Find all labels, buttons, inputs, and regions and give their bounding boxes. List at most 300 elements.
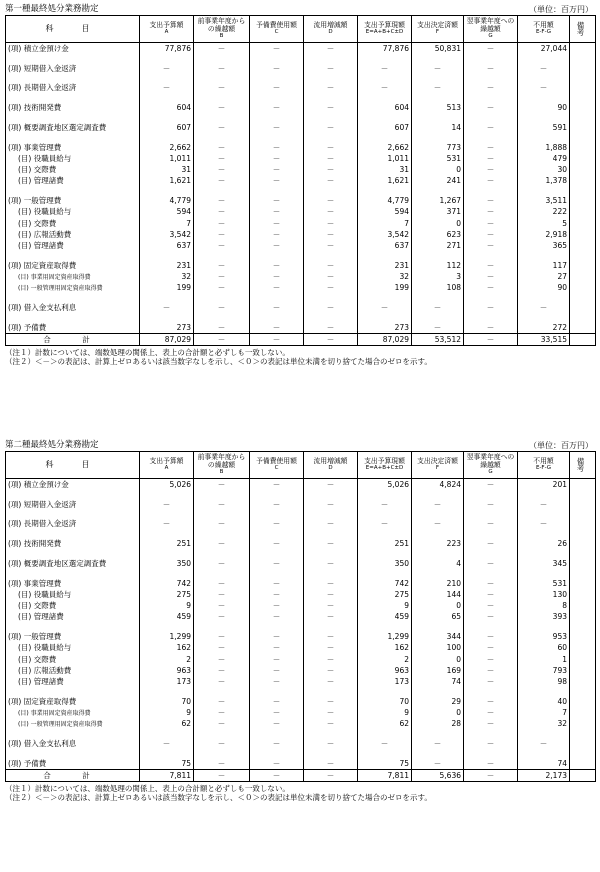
value-cell: － xyxy=(194,63,250,74)
row-label: (目) 広報活動費 xyxy=(18,229,72,239)
total-value: 5,636 xyxy=(412,769,464,781)
spacer-cell xyxy=(518,530,570,539)
spacer-cell xyxy=(464,510,518,519)
column-header-label: 前事業年度からの繰越額 xyxy=(197,453,246,469)
spacer-cell xyxy=(570,251,596,260)
remarks-cell xyxy=(570,600,596,611)
total-value: － xyxy=(194,333,250,345)
spacer-cell xyxy=(6,569,140,578)
row-label-cell xyxy=(6,217,140,228)
spacer-row xyxy=(6,687,596,696)
remarks-cell xyxy=(570,738,596,749)
value-cell: － xyxy=(250,164,304,175)
table-row xyxy=(6,153,596,164)
spacer-cell xyxy=(412,622,464,631)
value-cell: 1,267 xyxy=(412,195,464,206)
table-row xyxy=(6,82,596,93)
value-cell: － xyxy=(464,558,518,569)
spacer-cell xyxy=(194,54,250,63)
value-cell: － xyxy=(194,707,250,718)
spacer-cell xyxy=(140,74,194,83)
spacer-row xyxy=(6,133,596,142)
value-cell: － xyxy=(194,302,250,313)
row-label: (項) 借入金支払利息 xyxy=(8,738,77,748)
spacer-cell xyxy=(194,94,250,103)
row-label-cell xyxy=(6,142,140,153)
value-cell: 74 xyxy=(518,758,570,770)
spacer-cell xyxy=(140,113,194,122)
row-label-cell xyxy=(6,195,140,206)
value-cell: － xyxy=(194,758,250,770)
table-row xyxy=(6,63,596,74)
value-cell: 4,824 xyxy=(412,479,464,491)
column-header-formula: F xyxy=(435,465,440,472)
table-row xyxy=(6,600,596,611)
remarks-cell xyxy=(570,479,596,491)
spacer-cell xyxy=(518,133,570,142)
value-cell: － xyxy=(464,240,518,251)
spacer-cell xyxy=(304,94,358,103)
spacer-cell xyxy=(412,133,464,142)
value-cell: － xyxy=(194,558,250,569)
remarks-cell xyxy=(570,758,596,770)
remarks-cell xyxy=(570,631,596,642)
value-cell: － xyxy=(464,175,518,186)
value-cell: 144 xyxy=(412,589,464,600)
spacer-cell xyxy=(570,293,596,302)
value-cell: － xyxy=(464,758,518,770)
value-cell: － xyxy=(250,122,304,133)
spacer-cell xyxy=(140,186,194,195)
value-cell: 271 xyxy=(412,240,464,251)
value-cell: 162 xyxy=(140,642,194,653)
value-cell: 50,831 xyxy=(412,43,464,55)
spacer-cell xyxy=(6,749,140,758)
row-label-cell xyxy=(6,43,140,55)
column-header-formula: C xyxy=(274,29,279,36)
table-row xyxy=(6,611,596,622)
value-cell: 607 xyxy=(140,122,194,133)
spacer-cell xyxy=(140,530,194,539)
value-cell: － xyxy=(194,164,250,175)
value-cell: － xyxy=(412,322,464,334)
spacer-cell xyxy=(6,687,140,696)
spacer-cell xyxy=(464,622,518,631)
value-cell: － xyxy=(464,665,518,676)
row-label-cell xyxy=(6,322,140,334)
spacer-cell xyxy=(358,251,412,260)
row-label-cell xyxy=(6,707,140,718)
row-label-cell xyxy=(6,758,140,770)
table-row xyxy=(6,102,596,113)
value-cell: 531 xyxy=(518,578,570,589)
value-cell: 2,662 xyxy=(358,142,412,153)
remarks-cell xyxy=(570,302,596,313)
remarks-cell xyxy=(570,696,596,707)
value-cell: 70 xyxy=(358,696,412,707)
total-value: － xyxy=(250,333,304,345)
row-label: (目) 管理諸費 xyxy=(18,240,64,250)
row-label-cell xyxy=(6,164,140,175)
table-row xyxy=(6,538,596,549)
value-cell: － xyxy=(304,631,358,642)
value-cell: － xyxy=(250,63,304,74)
table-row xyxy=(6,217,596,228)
spacer-cell xyxy=(518,54,570,63)
value-cell: 75 xyxy=(140,758,194,770)
value-cell: － xyxy=(194,229,250,240)
column-header-label: 備 考 xyxy=(576,456,600,473)
value-cell: － xyxy=(464,82,518,93)
remarks-cell xyxy=(570,102,596,113)
value-cell: － xyxy=(250,600,304,611)
column-header xyxy=(358,452,412,479)
spacer-cell xyxy=(250,687,304,696)
table-body xyxy=(6,43,596,346)
value-cell: － xyxy=(250,676,304,687)
value-cell: 7 xyxy=(518,707,570,718)
spacer-cell xyxy=(570,94,596,103)
value-cell: 742 xyxy=(358,578,412,589)
spacer-cell xyxy=(6,549,140,558)
spacer-cell xyxy=(570,729,596,738)
row-label-cell xyxy=(6,718,140,729)
value-cell: － xyxy=(250,538,304,549)
spacer-cell xyxy=(358,530,412,539)
value-cell: 173 xyxy=(140,676,194,687)
budget-table xyxy=(5,451,600,782)
value-cell: 459 xyxy=(358,611,412,622)
spacer-cell xyxy=(194,622,250,631)
value-cell: 5,026 xyxy=(140,479,194,491)
remarks-cell xyxy=(570,558,596,569)
value-cell: － xyxy=(250,558,304,569)
row-label: (項) 事業管理費 xyxy=(8,142,62,152)
value-cell: － xyxy=(304,63,358,74)
value-cell: － xyxy=(464,538,518,549)
spacer-cell xyxy=(304,313,358,322)
table-row xyxy=(6,642,596,653)
value-cell: － xyxy=(304,642,358,653)
spacer-cell xyxy=(194,251,250,260)
value-cell: － xyxy=(518,499,570,510)
note-line: （注２）＜－＞の表記は、計算上ゼロあるいは該当数字なしを示し、＜０＞の表記は単位未満を切り捨てた場合のゼロを示す。 xyxy=(5,357,432,367)
spacer-row xyxy=(6,251,596,260)
column-header xyxy=(6,16,140,43)
row-label-cell xyxy=(6,653,140,664)
column-header-label: 流用増減額 xyxy=(313,457,348,465)
spacer-cell xyxy=(412,687,464,696)
spacer-cell xyxy=(412,186,464,195)
spacer-cell xyxy=(464,490,518,499)
value-cell: － xyxy=(464,153,518,164)
spacer-cell xyxy=(464,133,518,142)
value-cell: 272 xyxy=(518,322,570,334)
spacer-cell xyxy=(358,113,412,122)
note-line: （注１）計数については、端数処理の関係上、表上の合計額と必ずしも一致しない。 xyxy=(5,783,290,793)
spacer-cell xyxy=(464,687,518,696)
value-cell: － xyxy=(194,589,250,600)
value-cell: － xyxy=(250,217,304,228)
value-cell: 9 xyxy=(140,707,194,718)
spacer-cell xyxy=(412,251,464,260)
column-header xyxy=(250,452,304,479)
value-cell: － xyxy=(194,217,250,228)
spacer-cell xyxy=(250,113,304,122)
row-label-cell xyxy=(6,499,140,510)
row-label: (目) 管理諸費 xyxy=(18,676,64,686)
remarks-cell xyxy=(570,271,596,282)
value-cell: 74 xyxy=(412,676,464,687)
value-cell: － xyxy=(304,82,358,93)
value-cell: 32 xyxy=(518,718,570,729)
value-cell: 27 xyxy=(518,271,570,282)
unit-label: （単位：百万円） xyxy=(529,441,593,450)
spacer-cell xyxy=(304,490,358,499)
value-cell: － xyxy=(140,302,194,313)
value-cell: 0 xyxy=(412,600,464,611)
value-cell: － xyxy=(194,206,250,217)
remarks-cell xyxy=(570,642,596,653)
spacer-row xyxy=(6,186,596,195)
value-cell: － xyxy=(304,665,358,676)
spacer-cell xyxy=(570,490,596,499)
remarks-cell xyxy=(570,82,596,93)
row-label: (項) 長期借入金返済 xyxy=(8,519,77,529)
value-cell: － xyxy=(194,676,250,687)
table-row xyxy=(6,665,596,676)
column-header-label: 前事業年度からの繰越額 xyxy=(197,17,246,33)
remarks-cell xyxy=(570,322,596,334)
value-cell: 1,888 xyxy=(518,142,570,153)
value-cell: － xyxy=(304,153,358,164)
row-label: (項) 借入金支払利息 xyxy=(8,302,77,312)
value-cell: 2 xyxy=(140,653,194,664)
column-header xyxy=(194,16,250,43)
value-cell: － xyxy=(304,260,358,271)
spacer-cell xyxy=(304,113,358,122)
table-row xyxy=(6,518,596,529)
spacer-cell xyxy=(412,94,464,103)
spacer-cell xyxy=(250,313,304,322)
row-label-cell xyxy=(6,260,140,271)
spacer-cell xyxy=(304,749,358,758)
column-header xyxy=(570,452,600,479)
value-cell: 241 xyxy=(412,175,464,186)
value-cell: 2,918 xyxy=(518,229,570,240)
table-row xyxy=(6,738,596,749)
column-header xyxy=(570,16,600,43)
spacer-cell xyxy=(6,490,140,499)
spacer-cell xyxy=(570,313,596,322)
value-cell: 459 xyxy=(140,611,194,622)
table-row xyxy=(6,499,596,510)
value-cell: － xyxy=(518,63,570,74)
table-row xyxy=(6,758,596,770)
value-cell: 9 xyxy=(140,600,194,611)
value-cell: － xyxy=(412,738,464,749)
value-cell: － xyxy=(194,240,250,251)
column-header-formula: D xyxy=(328,465,333,472)
row-label: (目) 広報活動費 xyxy=(18,665,72,675)
row-label-cell xyxy=(6,229,140,240)
value-cell: － xyxy=(194,538,250,549)
note-line: （注２）＜－＞の表記は、計算上ゼロあるいは該当数字なしを示し、＜０＞の表記は単位未満を切り捨てた場合のゼロを示す。 xyxy=(5,793,432,803)
row-label-cell xyxy=(6,538,140,549)
value-cell: － xyxy=(304,518,358,529)
spacer-cell xyxy=(518,113,570,122)
value-cell: 62 xyxy=(358,718,412,729)
value-cell: － xyxy=(250,240,304,251)
column-header-formula: A xyxy=(164,465,169,472)
spacer-cell xyxy=(464,569,518,578)
row-label-cell xyxy=(6,696,140,707)
column-header xyxy=(412,452,464,479)
spacer-cell xyxy=(6,293,140,302)
spacer-cell xyxy=(250,74,304,83)
remarks-cell xyxy=(570,217,596,228)
value-cell: － xyxy=(250,653,304,664)
spacer-cell xyxy=(194,313,250,322)
value-cell: － xyxy=(464,217,518,228)
spacer-cell xyxy=(570,510,596,519)
row-label-cell xyxy=(6,518,140,529)
spacer-cell xyxy=(140,251,194,260)
row-label-cell xyxy=(6,153,140,164)
value-cell: － xyxy=(250,282,304,293)
spacer-row xyxy=(6,569,596,578)
spacer-cell xyxy=(464,54,518,63)
row-label: (目) 一般管理用固定資産取得費 xyxy=(18,285,103,293)
value-cell: 604 xyxy=(358,102,412,113)
table-row xyxy=(6,282,596,293)
spacer-cell xyxy=(6,510,140,519)
spacer-cell xyxy=(358,74,412,83)
value-cell: － xyxy=(464,696,518,707)
spacer-cell xyxy=(358,749,412,758)
row-label-cell xyxy=(6,665,140,676)
table-row xyxy=(6,653,596,664)
value-cell: － xyxy=(250,758,304,770)
spacer-cell xyxy=(304,74,358,83)
row-label-cell xyxy=(6,282,140,293)
value-cell: － xyxy=(464,707,518,718)
spacer-cell xyxy=(464,749,518,758)
spacer-row xyxy=(6,749,596,758)
value-cell: － xyxy=(194,153,250,164)
spacer-cell xyxy=(518,251,570,260)
spacer-cell xyxy=(570,622,596,631)
value-cell: － xyxy=(194,631,250,642)
spacer-cell xyxy=(194,133,250,142)
value-cell: － xyxy=(304,206,358,217)
row-label: (目) 役職員給与 xyxy=(18,154,72,163)
column-header-formula: D xyxy=(328,29,333,36)
row-label: (目) 事業用固定資産取得費 xyxy=(18,709,91,717)
value-cell: － xyxy=(304,322,358,334)
column-header-label: 支出決定済額 xyxy=(417,457,458,465)
value-cell: － xyxy=(140,63,194,74)
row-label: (項) 予備費 xyxy=(8,322,47,332)
value-cell: － xyxy=(304,122,358,133)
value-cell: － xyxy=(304,164,358,175)
value-cell: － xyxy=(304,758,358,770)
value-cell: － xyxy=(412,302,464,313)
spacer-cell xyxy=(518,622,570,631)
remarks-cell xyxy=(570,63,596,74)
value-cell: 27,044 xyxy=(518,43,570,55)
row-label-cell xyxy=(6,738,140,749)
value-cell: － xyxy=(464,499,518,510)
column-header xyxy=(518,16,570,43)
spacer-row xyxy=(6,729,596,738)
value-cell: 231 xyxy=(140,260,194,271)
value-cell: － xyxy=(140,499,194,510)
value-cell: － xyxy=(304,611,358,622)
value-cell: － xyxy=(464,479,518,491)
row-label: (目) 交際費 xyxy=(18,654,57,664)
remarks-cell xyxy=(570,499,596,510)
row-label-cell xyxy=(6,676,140,687)
value-cell: － xyxy=(250,696,304,707)
row-label: (項) 一般管理費 xyxy=(8,196,62,206)
row-label: (項) 概要調査地区選定調査費 xyxy=(8,123,107,133)
row-label-cell xyxy=(6,589,140,600)
value-cell: 62 xyxy=(140,718,194,729)
column-header xyxy=(6,452,140,479)
row-label: (目) 交際費 xyxy=(18,218,57,228)
spacer-cell xyxy=(464,94,518,103)
row-label-cell xyxy=(6,240,140,251)
spacer-cell xyxy=(250,569,304,578)
spacer-cell xyxy=(358,549,412,558)
value-cell: － xyxy=(304,229,358,240)
spacer-cell xyxy=(570,530,596,539)
remarks-cell xyxy=(570,718,596,729)
value-cell: － xyxy=(250,499,304,510)
table-row xyxy=(6,718,596,729)
value-cell: 365 xyxy=(518,240,570,251)
value-cell: － xyxy=(140,518,194,529)
row-label: (項) 積立金預け金 xyxy=(8,480,69,489)
row-label: (目) 役職員給与 xyxy=(18,643,72,653)
spacer-cell xyxy=(358,133,412,142)
value-cell: － xyxy=(304,696,358,707)
value-cell: 77,876 xyxy=(358,43,412,55)
value-cell: － xyxy=(358,302,412,313)
spacer-cell xyxy=(464,729,518,738)
value-cell: － xyxy=(464,302,518,313)
table-row xyxy=(6,195,596,206)
remarks-cell xyxy=(570,665,596,676)
spacer-cell xyxy=(304,622,358,631)
spacer-cell xyxy=(518,74,570,83)
spacer-row xyxy=(6,74,596,83)
spacer-cell xyxy=(304,133,358,142)
value-cell: 7 xyxy=(358,217,412,228)
unit-label: （単位：百万円） xyxy=(529,5,593,14)
total-value: 7,811 xyxy=(140,769,194,781)
value-cell: 9 xyxy=(358,707,412,718)
value-cell: － xyxy=(464,43,518,55)
value-cell: 169 xyxy=(412,665,464,676)
spacer-cell xyxy=(518,510,570,519)
spacer-cell xyxy=(358,490,412,499)
spacer-cell xyxy=(412,510,464,519)
value-cell: － xyxy=(304,558,358,569)
row-label: (項) 短期借入金返済 xyxy=(8,499,77,509)
column-header xyxy=(464,16,518,43)
